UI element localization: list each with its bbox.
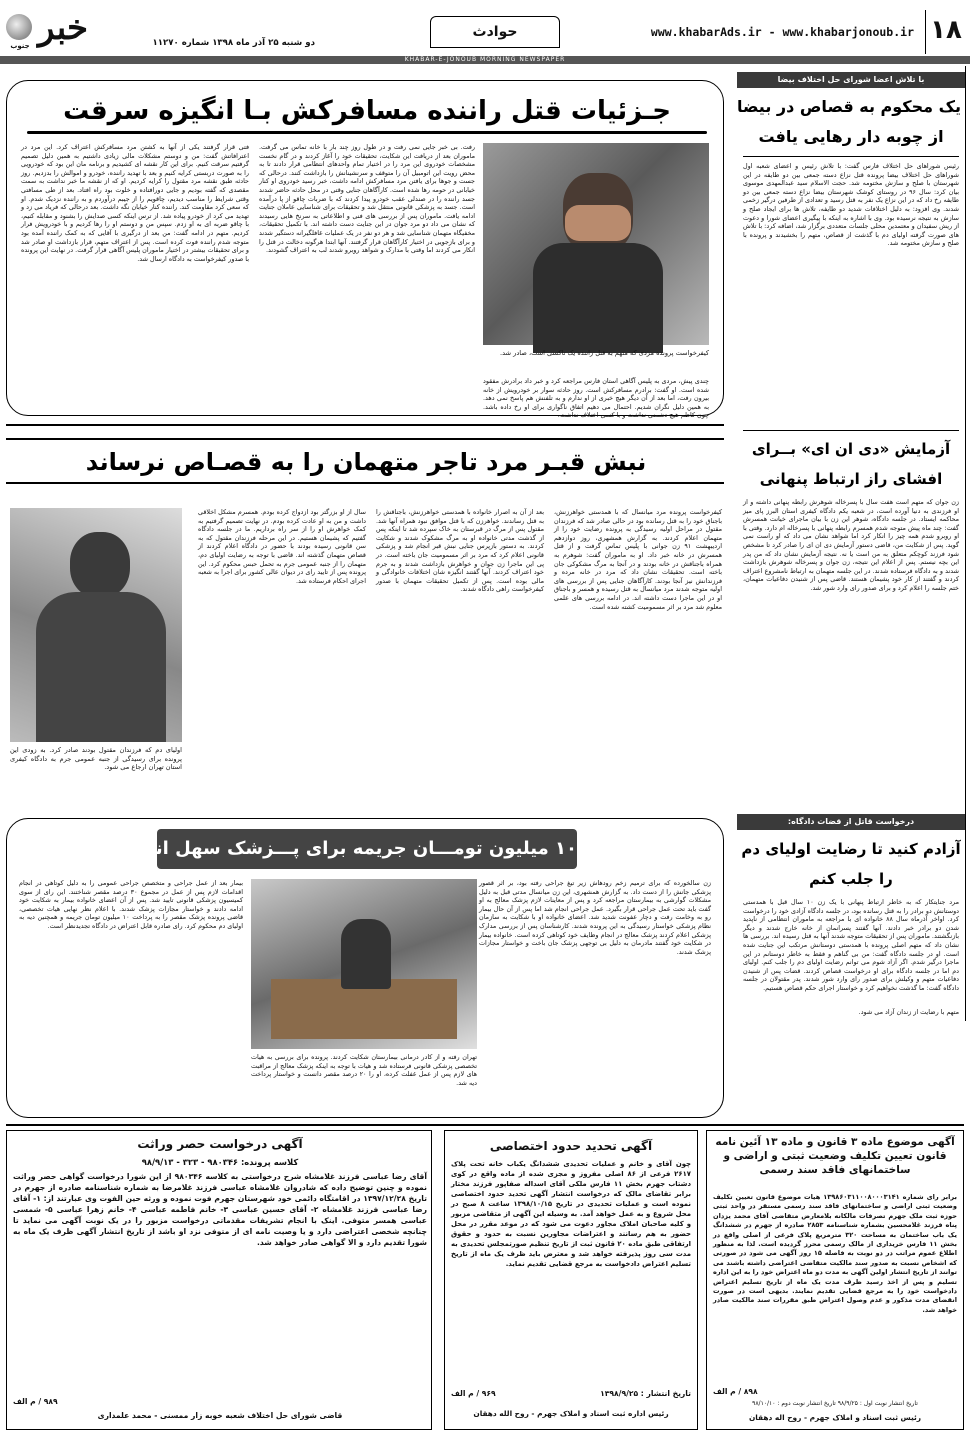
robbery-headline-swoosh xyxy=(27,131,707,134)
doctor-column-3: بیمار بعد از عمل جراحی و متخصص جراحی عمومی را به دلیل کوتاهی در انجام اقدامات لازم پس از عمل در مجموع ۳۰ درصد مقصر شناختند. این رای از سوی کمیسیون پزشکی قانونی تایید شد. پس از آن اعضای خانواده بیمار به شکایت خود ادامه دادند و خواستار مجازات پزشک شدند. با اعلام نظر نهایی هیات تخصصی، قاضی پرونده پزشک مقصر را به پرداخت ۱۰ میلیون تومان جریمه و همچنین دیه به اولیای دم محکوم کرد. رای صادره قابل اعتراض در دادگاه تجدیدنظر است. xyxy=(19,879,243,930)
robbery-column-1: چندی پیش، مردی به پلیس آگاهی استان فارس مراجعه کرد و خبر داد برادرش مفقود شده است. او گفت: برادرم مسافرکش است. روز حادثه سوار بر خودرویش از خانه بیرون رفت، اما بعد از آن دیگر هیچ خبری از او ندارم و به تلفنش هم پاسخ نمی دهد. به همین دلیل نگران شدیم. احتمال می دهیم اتفاق ناگواری برای او رخ داده باشد. چون کاظم هیچ دشمنی نداشت و با کسی اختلاف نداشت. xyxy=(483,377,709,420)
robbery-photo-caption: کیفرخواست پرونده مردی که متهم به قتل راننده یک تاکسی است، صادر شد. xyxy=(500,349,709,357)
article-robbery xyxy=(6,80,724,420)
ad-2-body: چون آقای و خانم و عملیات تحدیدی ششدانگ یکباب خانه تحت پلاک ۲۶۱۷ فرعی از ۸۶ اصلی مفروز و مجزی شده از ماده واقع در کوی دشتاب جهرم بخش ۱۱ فارس ملکی آقای اسداله صفاپور فرزند مختار برابر تقاضای مالک که درخواست انتشار آگهی تحدید حدود اختصاصی نموده است و عملیات تحدیدی در تاریخ ۱۳۹۸/۱۰/۱۵ ساعت ۸ صبح در محل شروع و به عمل خواهد آمد. به وسیله این آگهی از متقاضی مزبور و کلیه صاحبان املاک مجاور دعوت می شود که در موعد مقرر در محل حضور به هم رسانند و اعتراضات مجاورین نسبت به حدود و حقوق ارتفاقی طبق ماده ۲۰ قانون ثبت از تاریخ تنظیم صورتمجلس تحدیدی به مدت سی روز پذیرفته خواهد شد و معترض باید ظرف یک ماه از تاریخ تسلیم اعتراض دادخواست به مرجع قضایی تقدیم نماید. xyxy=(451,1160,691,1268)
ad-2-title: آگهی تحدید حدود اختصاصی xyxy=(489,1139,653,1153)
robbery-photo xyxy=(483,143,709,345)
doctor-column-2: تهران رفته و از کادر درمانی بیمارستان شکایت کردند. پرونده برای بررسی به هیات تخصصی پزشکی قانونی فرستاده شد و هیات با توجه به اینکه پزشک معالج از مراقبت های لازم پس از عمل غفلت کرده، او را ۲۰ درصد مقصر دانست و خواستار پرداخت دیه شد. xyxy=(251,1053,477,1087)
grave-column-3: سال از او بزرگتر بود ازدواج کرده بودم. همسرم مشکل اخلاقی داشت و من به او عادت کرده بودم. در نهایت تصمیم گرفتیم به کمک خواهرش او را از سر راه برداریم. ما در جلسه دادگاه گفتیم که پشیمان هستیم. در این مرحله فرزندان مقتول که به سن قانونی رسیده بودند با حضور در دادگاه اعلام کردند از قصاص متهمان گذشته اند. قاضی با توجه به رضایت اولیای دم، متهمان را از جنبه عمومی جرم به تحمل حبس محکوم کرد. این پرونده پس از تایید رای در دیوان عالی کشور برای اجرا به شعبه اجرای احکام فرستاده شد. xyxy=(198,508,366,585)
doctor-photo-caption xyxy=(251,1105,252,1106)
grave-column-1: کیفرخواست پرونده مرد میانسال که با همدستی خواهرزنش، باجناق خود را به قتل رسانده بود در حالی صادر شد که فرزندان مقتول در مراحل اولیه رسیدگی به پرونده رضایت خود را از متهمان اعلام کردند. به گزارش همشهری، روز دوازدهم اردیبهشت ۹۱ زن جوانی با پلیس تماس گرفت و از قتل همسرش در خانه خبر داد. او به ماموران گفت: شوهرم به همراه باجناقش در خانه بودند و در آنجا به مرگ مشکوکی جان باخته است. تحقیقات نشان داد که مرد در خانه مرده و فرزندانش نیز آنجا بودند. کارآگاهان جنایی پس از بررسی های اولیه متوجه شدند مرد میانسال به قتل رسیده و همسر و باجناق او در این ماجرا دست داشته اند. در ادامه بررسی های علمی معلوم شد مرد بر اثر مسمومیت کشته شده است. xyxy=(554,508,722,611)
dna-title-1: آزمایش «دی ان ای» بــرای xyxy=(751,440,951,458)
ad-3 xyxy=(6,1130,432,1430)
sidebar-kicker-2: درخواست قاتل از قضات دادگاه: xyxy=(737,814,965,830)
divider xyxy=(6,1124,964,1126)
sidebar-body-dispute: رئیس شوراهای حل اختلاف فارس گفت: با تلاش رئیس و اعضای شعبه اول شوراهای حل اختلاف بیضا پرونده قتل نزاع دسته جمعی بین دو طایفه در این شهرستان با صلح و سازش مختومه شد. حجت الاسلام سید عبدالمهدی موسوی بیان کرد: سال ۹۶ در روستای کوشک شهرستان بیضا نزاع دسته جمعی بین دو طایفه رخ داد که در این نزاع یک نفر به قتل رسید و تعدادی از طرفین درگیر زخمی شدند. وی افزود: به دلیل اختلافات شدید دو طایفه، تلاش ها برای ایجاد صلح و سازش به نتیجه نرسیده بود. وی با اشاره به اینکه با پیگیری اعضای شورا و دعوت از ریش سفیدان و معتمدین محلی جلسات متعددی برگزار شد، اضافه کرد: با تلاش های صورت گرفته اولیای دم با گذشت از قصاص، متهم را بخشیدند و پرونده با صلح و سازش مختومه شد. xyxy=(742,162,959,248)
ad-3-body: آقای رضا عباسی فرزند غلامشاه شرح درخواستی به کلاسه ۹۸۰۳۴۶ از این شورا درخواست گواهی حصر وراثت نموده و چنین توضیح داده که شادروان غلامشاه عباسی فرزند غلامرضا به شماره شناسنامه صادره از جهرم در تاریخ ۱۳۹۷/۱۲/۲۸ در اقامتگاه دائمی خود شهرستان جهرم فوت نموده و ورثه حین الفوت وی عبارتند از: ۱- آقای رضا عباسی فرزند غلامشاه ۲- آقای حسین عباسی ۳- خانم فاطمه عباسی ۴- خانم زهرا عباسی ۵- شمسی عباسی همسر متوفی. اینک با انجام تشریفات مقدماتی درخواست مزبور را در یک نوبت آگهی می نماید تا چنانچه شخصی اعتراضی دارد و یا وصیت نامه ای از متوفی نزد او باشد از تاریخ انتشار آگهی ظرف یک ماه به شورا تقدیم دارد و الا گواهی صادر خواهد شد. xyxy=(13,1172,428,1247)
blood-body: مرد جنایتکار که به خاطر ارتباط پنهانی با یک زن ۱۰ سال قبل با همدستی دوستانش دو برادر را به قتل رسانده بود، در جلسه دادگاه آزادی خود را درخواست کرد. اواخر آذرماه سال ۸۸ خانواده ای با مراجعه به ماموران انتظامی از ناپدید شدن دو برادر خبر دادند. آنها گفتند پسرانمان از خانه خارج شدند و دیگر بازنگشتند. ماموران پس از تحقیقات متوجه شدند آنها به قتل رسیده اند. بررسی ها نشان داد که متهم اصلی پرونده با همدستی دوستانش مرتکب این جنایت شده است. او در جلسه دادگاه گفت: من بی گناهم و فقط به خاطر دوستانم در این ماجرا درگیر شدم. اگر آزاد شوم می توانم رضایت اولیای دم را جلب کنم. اولیای دم اما در جلسه دادگاه برای او درخواست قصاص کردند. قضات پس از شنیدن دفاعیات متهم و وکیلش برای صدور رای وارد شور شدند. پدر مقتولان در جلسه دادگاه گفت: ما گذشت نخواهیم کرد و خواستار اجرای حکم قصاص هستیم. xyxy=(743,898,959,992)
grave-headline: نبش قبـر مرد تاجر متهمان را به قصـاص نرساند xyxy=(85,448,647,476)
ad-1-ref: ۸۹۸ / م الف xyxy=(713,1387,758,1396)
section-tab xyxy=(430,16,560,48)
article-grave xyxy=(6,430,724,790)
ad-2-footer: رئیس اداره ثبت اسناد و املاک جهرم - روح الله دهقان xyxy=(473,1409,669,1418)
photo-figure-body xyxy=(36,592,166,742)
article-doctor xyxy=(6,818,724,1118)
newspaper-logo xyxy=(4,6,104,54)
ad-1-footer: رئیس ثبت اسناد و املاک جهرم - روح اله دهقان xyxy=(748,1413,922,1422)
issue-date: دو شنبه ۲۵ آذر ماه ۱۳۹۸ شماره ۱۱۲۷۰ xyxy=(152,38,315,48)
ad-2-ref: ۹۶۹ / م الف xyxy=(451,1389,496,1398)
doctor-photo xyxy=(251,879,477,1049)
blood-title-2: را جلب کنم xyxy=(809,870,893,888)
dna-body: زن جوان که متهم است هفت سال با پسرخاله شوهرش رابطه پنهانی داشته و از او فرزندی به دنیا آورده است، در شعبه یکم دادگاه کیفری استان البرز پای میز محاکمه ایستاد. در جلسه دادگاه، شوهر این زن با بیان ماجرای خیانت همسرش گفت: چند ماه پیش متوجه شدم همسرم رابطه پنهانی با پسرخاله ام دارد. وقتی با او روبرو شدم همه چیز را انکار کرد اما شواهد نشان می داد که او راست نمی گوید. پس از شکایت من، قاضی دستور آزمایش دی ان ای را صادر کرد تا مشخص شود فرزند کوچکم متعلق به من است یا نه. نتیجه آزمایش نشان داد که من پدر این بچه نیستم. پس از اعلام این نتیجه، زن جوان و پسرخاله شوهرش بازداشت شدند و به دادگاه فرستاده شدند. در این جلسه متهمان به ارتباط نامشروع اعتراف کردند و گفتند از کار خود پشیمان هستند. قاضی پس از شنیدن دفاعیات متهمان، ختم جلسه را اعلام کرد و برای صدور رای وارد شور شد. xyxy=(743,498,959,592)
blood-title-1: آزادم کنید تا رضایت اولیای دم xyxy=(741,840,961,858)
doctor-headline: ۱۰ میلیون تومـــان جریمه برای پـــزشک سهل انگار xyxy=(128,838,577,859)
grave-column-2: بعد از آن به اصرار خانواده با همدستی خواهرزنش، باجناقش را به قتل رساندند. خواهرزن که با قتل موافق نبود همراه آنها شد. مقتول پس از مرگ در قبرستان به خاک سپرده شد تا اینکه پس از گذشت مدتی خانواده او به مرگ مشکوک شدند و شکایت کردند. به دستور بازپرس جنایی نبش قبر انجام شد و پزشکی قانونی اعلام کرد که مرد بر اثر مسمومیت جان باخته است. در پی این ماجرا زن جوان و خواهرش بازداشت شدند و به جرم خود اعتراف کردند. آنها گفتند انگیزه شان اختلافات خانوادگی و مالی بوده است. پس از تکمیل تحقیقات متهمان با صدور کیفرخواست راهی دادگاه شدند. xyxy=(376,508,544,594)
divider xyxy=(6,424,724,426)
dna-title-2: افشای راز ارتباط پنهانی xyxy=(759,470,943,488)
sidebar-footer-note: متهم با رضایت از زندان آزاد می شود. xyxy=(858,1008,959,1016)
ad-2-dates: تاریخ انتشار : ۱۳۹۸/۹/۲۵ xyxy=(600,1389,691,1398)
photo-figure xyxy=(341,919,391,989)
ad-3-footer: قاضی شورای حل اختلاف شعبه خوبه زار ممسنی - محمد علمداری xyxy=(97,1411,343,1420)
masthead-band xyxy=(0,56,970,64)
logo-subtext: جنوب xyxy=(10,42,30,50)
ad-1 xyxy=(706,1130,964,1430)
robbery-headline: جـزئیات قتل راننده مسافرکش بـا انگیزه سرقت xyxy=(63,96,671,126)
website-urls[interactable]: www.khabarAds.ir - www.khabarjonoub.ir xyxy=(650,25,914,39)
page-number-divider xyxy=(925,10,926,54)
ad-1-title: آگهی موضوع ماده ۳ قانون و ماده ۱۳ آئین نامه قانون تعیین تکلیف وضعیت ثبتی و اراضی و ساختمانهای فاقد سند رسمی xyxy=(715,1136,955,1176)
masthead xyxy=(0,0,970,64)
sidebar-title-2: از چوبه دار رهایی یافت xyxy=(758,127,944,146)
sidebar-kicker: با تلاش اعضا شورای حل اختلاف بیضا xyxy=(737,72,965,88)
doctor-column-1: زن سالخورده که برای ترمیم زخم رودهاش زیر تیغ جراحی رفته بود، بر اثر قصور پزشکی جانش را از دست داد. به گزارش همشهری، این زن میانسال مدتی قبل به دلیل مشکلات گوارشی به بیمارستان مراجعه کرد و پس از معاینات لازم پزشک معالج به او گفت باید تحت عمل جراحی قرار بگیرد. عمل جراحی انجام شد اما پس از آن حال بیمار رو به وخامت رفت و دچار عفونت شدید شد. اعضای خانواده او با شکایت به سازمان نظام پزشکی خواستار رسیدگی به این پرونده شدند. کارشناسان پس از بررسی مدارک پزشکی اعلام کردند پزشک معالج در انجام وظایف خود کوتاهی کرده است. خانواده بیمار در شکایت خود گفتند مادرمان به دلیل بی توجهی پزشک جان باخت و خواستار مجازات پزشک شدند. xyxy=(479,879,711,956)
grave-photo xyxy=(10,508,182,742)
ad-1-dates: تاریخ انتشار نوبت اول : ۹۸/۹/۲۵ تاریخ انتشار نوبت دوم : ۹۸/۱۰/۱۰ xyxy=(752,1400,918,1407)
ad-3-ref: ۹۸۹ / م الف xyxy=(13,1397,58,1406)
photo-figure-hands xyxy=(565,205,631,241)
sidebar xyxy=(738,66,966,1021)
photo-figure-head xyxy=(70,532,130,598)
ad-3-title: آگهی درخواست حصر وراثت xyxy=(137,1137,303,1151)
robbery-column-3: فتی قرار گرفتند یکی از آنها به کشتن مرد مسافرکش اعتراف کرد. این مرد در اعترافاتش گفت: من و دوستم مشکلات مالی زیادی داشتیم به همین دلیل تصمیم گرفتیم سرقت کنیم. برای این کار نقشه ای کشیدیم و برنامه مان این بود که خودرویی را به صورت دربستی کرایه کنیم و بعد با تهدید راننده، خودرو و اموالش را بدزدیم. روز حادثه طبق نقشه مرد مقتول را کرایه کردیم. او که از نقشه ما خبر نداشت به سمت مقصدی که گفته بودیم و جایی دورافتاده و خلوت بود راه افتاد. بعد از طی مسافتی وقتی شرایط را مناسب دیدیم، چاقویم را از جیبم درآوردم و به راننده نزدیک شدم. او که سعی کرد مقاومت کند. راننده کنار خیابان نگه داشت. بعد درحالی که فریاد می زد و تهدید می کرد از خودرو پیاده شد. از ترس اینکه کسی صدایش را بشنود و مقابله کنیم، با چاقو ضربه ای به او زدم. سپس من و دوستم او را رها کردیم و با خودرویش فرار کردیم. متهم در ادامه گفت: من بعد از درگیری با آقایی که به کمک راننده آمده بود متوجه شدم راننده فوت کرده است. پس از اعتراف متهم، قرار بازداشت او صادر شد و برای تحقیقات بیشتر در اختیار ماموران پلیس آگاهی قرار گرفت. در نهایت این پرونده با صدور کیفرخواست به دادگاه ارسال شد. xyxy=(21,143,249,263)
logo-text: خبر xyxy=(37,8,89,48)
ad-3-subtitle: کلاسه پرونده: ۹۸۰۳۴۶ - ۳۲۳ - ۹۸/۹/۱۳ xyxy=(141,1157,299,1167)
sidebar-title-1: یک محکوم به قصاص در بیضا xyxy=(737,97,961,116)
grave-photo-caption: اولیای دم که فرزندان مقتول بودند صادر کرد. به زودی این پرونده برای رسیدگی از جنبه عمومی جرم به دادگاه کیفری استان تهران ارجاع می شود. xyxy=(10,746,182,772)
ad-2 xyxy=(444,1130,698,1430)
section-title: حوادث xyxy=(472,24,518,40)
photo-figure-body xyxy=(533,243,663,353)
divider xyxy=(743,430,959,431)
divider xyxy=(743,156,959,157)
robbery-column-2: رفت. بی خبر جایی نمی رفت و در طول روز چند بار با خانه تماس می گرفت. ماموران بعد از دریافت این شکایت، تحقیقات خود را آغاز کردند و در گام نخست مشخصات خودروی این مرد را در اختیار تمام واحدهای انتظامی قرار دادند تا به محض رویت این اتومبیل آن را متوقف و سرنشینانش را بازداشت کنند. درحالی که جست و جوها برای یافتن مرد مسافرکش ادامه داشت، خبر رسید خودروی او کنار خیابانی در حومه رها شده است. کارآگاهان جنایی وقتی در محل حادثه حاضر شدند جسد راننده را در صندلی عقب خودرو پیدا کردند که با ضربات چاقو از پا درآمده است. جسد به پزشکی قانونی منتقل شد و تحقیقات برای شناسایی عاملان جنایت ادامه یافت. ماموران پس از بررسی های فنی و اطلاعاتی به سرنخ هایی رسیدند که نشان می داد دو مرد جوان در این جنایت دست داشته اند. با تکمیل تحقیقات، مخفیگاه متهمان شناسایی شد و هر دو نفر در یک عملیات غافلگیرانه دستگیر شدند و برای بازجویی در اختیار کارآگاهان قرار گرفتند. آنها ابتدا هرگونه دخالت در قتل را انکار می کردند اما وقتی با مدارک و شواهد روبرو شدند لب به اعتراف گشودند. xyxy=(259,143,475,255)
band-text: KHABAR-E-JONOUB MORNING NEWSPAPER xyxy=(404,56,566,63)
grave-column-4 xyxy=(182,508,188,509)
page-number: ۱۸ xyxy=(930,15,962,45)
ad-1-body: برابر رای شماره ۱۳۹۸۶۰۳۱۱۰۰۸۰۰۰۳۱۴۱ هیات موضوع قانون تعیین تکلیف وضعیت ثبتی اراضی و ساختمانهای فاقد سند رسمی مستقر در واحد ثبتی حوزه ثبت ملک جهرم تصرفات مالکانه بلامعارض متقاضی آقای محمد یزدان پناه فرزند غلامحسین بشماره شناسنامه ۲۸۵۳ صادره از جهرم در ششدانگ یک باب ساختمان به مساحت ۳۲۰ مترمربع پلاک فرعی از اصلی واقع در بخش ۱۱ فارس خریداری از مالک رسمی محرز گردیده است. لذا به منظور اطلاع عموم مراتب در دو نوبت به فاصله ۱۵ روز آگهی می شود در صورتی که اشخاص نسبت به صدور سند مالکیت متقاضی اعتراضی داشته باشند می توانند از تاریخ انتشار اولین آگهی به مدت دو ماه اعتراض خود را به این اداره تسلیم و پس از اخذ رسید ظرف مدت یک ماه از تاریخ تسلیم اعتراض دادخواست خود را به مرجع قضایی تقدیم نمایند. بدیهی است در صورت انقضای مدت مذکور و عدم وصول اعتراض طبق مقررات سند مالکیت صادر خواهد شد. xyxy=(713,1193,957,1314)
